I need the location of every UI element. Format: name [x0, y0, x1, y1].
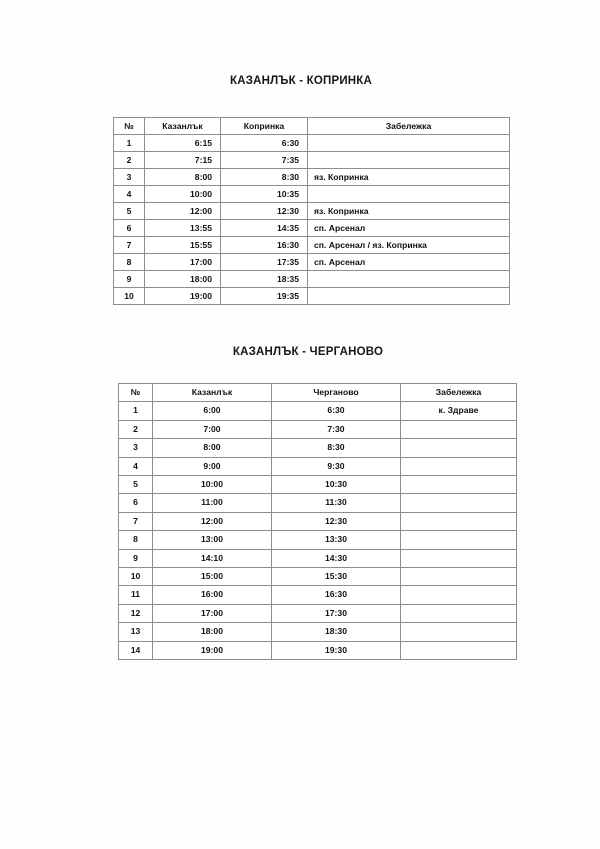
- cell-arrival-time: 18:30: [272, 623, 401, 641]
- cell-note: [401, 641, 517, 659]
- column-header-number: №: [114, 118, 145, 135]
- cell-number: 4: [114, 186, 145, 203]
- table-row: [114, 271, 510, 288]
- cell-departure-time: 19:00: [153, 641, 272, 659]
- cell-arrival-time: 7:35: [221, 152, 308, 169]
- cell-note: [401, 549, 517, 567]
- column-header-number: №: [119, 384, 153, 402]
- cell-note: [401, 476, 517, 494]
- cell-departure-time: 15:00: [153, 568, 272, 586]
- cell-arrival-time: 8:30: [272, 439, 401, 457]
- cell-number: 11: [119, 586, 153, 604]
- cell-number: 13: [119, 623, 153, 641]
- cell-departure-time: 19:00: [145, 288, 221, 305]
- cell-note: [401, 531, 517, 549]
- table-header-cherganovo: [119, 384, 517, 402]
- table-row: [114, 203, 510, 220]
- cell-note: [308, 271, 510, 288]
- table-row: [119, 420, 517, 438]
- column-header-origin: Казанлък: [145, 118, 221, 135]
- section-title-koprinka: КАЗАНЛЪК - КОПРИНКА: [229, 75, 373, 87]
- cell-departure-time: 17:00: [153, 604, 272, 622]
- cell-number: 10: [114, 288, 145, 305]
- table-row: [119, 568, 517, 586]
- cell-note: [308, 186, 510, 203]
- cell-departure-time: 13:00: [153, 531, 272, 549]
- cell-note: [308, 288, 510, 305]
- cell-departure-time: 14:10: [153, 549, 272, 567]
- cell-number: 10: [119, 568, 153, 586]
- cell-departure-time: 12:00: [145, 203, 221, 220]
- column-header-destination: Копринка: [221, 118, 308, 135]
- table-header-koprinka: [114, 118, 510, 135]
- cell-number: 5: [114, 203, 145, 220]
- cell-arrival-time: 10:30: [272, 476, 401, 494]
- cell-arrival-time: 6:30: [272, 402, 401, 420]
- table-row: [119, 512, 517, 530]
- cell-arrival-time: 12:30: [221, 203, 308, 220]
- cell-departure-time: 10:00: [145, 186, 221, 203]
- cell-note: сп. Арсенал: [308, 220, 510, 237]
- table-row: [119, 476, 517, 494]
- table-header-row: [114, 118, 510, 135]
- section-title-cherganovo: КАЗАНЛЪК - ЧЕРГАНОВО: [232, 346, 384, 358]
- column-header-note: Забележка: [401, 384, 517, 402]
- cell-number: 9: [119, 549, 153, 567]
- cell-departure-time: 18:00: [145, 271, 221, 288]
- table-row: [114, 220, 510, 237]
- table-row: [119, 641, 517, 659]
- table-row: [119, 402, 517, 420]
- cell-number: 1: [114, 135, 145, 152]
- cell-number: 14: [119, 641, 153, 659]
- cell-number: 7: [119, 512, 153, 530]
- cell-departure-time: 10:00: [153, 476, 272, 494]
- cell-number: 12: [119, 604, 153, 622]
- table-row: [119, 586, 517, 604]
- cell-departure-time: 11:00: [153, 494, 272, 512]
- cell-departure-time: 15:55: [145, 237, 221, 254]
- cell-arrival-time: 16:30: [221, 237, 308, 254]
- cell-arrival-time: 17:30: [272, 604, 401, 622]
- cell-number: 8: [114, 254, 145, 271]
- table-body-koprinka: [114, 135, 510, 305]
- cell-number: 5: [119, 476, 153, 494]
- cell-departure-time: 12:00: [153, 512, 272, 530]
- cell-number: 6: [119, 494, 153, 512]
- cell-arrival-time: 9:30: [272, 457, 401, 475]
- cell-departure-time: 17:00: [145, 254, 221, 271]
- cell-note: [308, 152, 510, 169]
- cell-arrival-time: 19:30: [272, 641, 401, 659]
- table-row: [119, 494, 517, 512]
- cell-departure-time: 13:55: [145, 220, 221, 237]
- table-row: [119, 549, 517, 567]
- column-header-note: Забележка: [308, 118, 510, 135]
- cell-note: [401, 420, 517, 438]
- cell-arrival-time: 13:30: [272, 531, 401, 549]
- cell-number: 8: [119, 531, 153, 549]
- cell-departure-time: 7:00: [153, 420, 272, 438]
- cell-number: 3: [114, 169, 145, 186]
- cell-arrival-time: 16:30: [272, 586, 401, 604]
- cell-arrival-time: 17:35: [221, 254, 308, 271]
- cell-number: 9: [114, 271, 145, 288]
- cell-arrival-time: 8:30: [221, 169, 308, 186]
- cell-note: яз. Копринка: [308, 203, 510, 220]
- table-row: [119, 623, 517, 641]
- table-body-cherganovo: [119, 402, 517, 660]
- column-header-destination: Черганово: [272, 384, 401, 402]
- cell-number: 7: [114, 237, 145, 254]
- cell-note: [308, 135, 510, 152]
- column-header-origin: Казанлък: [153, 384, 272, 402]
- cell-departure-time: 8:00: [153, 439, 272, 457]
- cell-note: сп. Арсенал: [308, 254, 510, 271]
- cell-arrival-time: 6:30: [221, 135, 308, 152]
- cell-note: [401, 568, 517, 586]
- cell-arrival-time: 14:35: [221, 220, 308, 237]
- cell-departure-time: 6:15: [145, 135, 221, 152]
- schedule-table-cherganovo: [118, 383, 517, 660]
- cell-departure-time: 6:00: [153, 402, 272, 420]
- cell-number: 3: [119, 439, 153, 457]
- cell-departure-time: 9:00: [153, 457, 272, 475]
- cell-departure-time: 7:15: [145, 152, 221, 169]
- table-row: [114, 135, 510, 152]
- cell-note: [401, 457, 517, 475]
- cell-arrival-time: 12:30: [272, 512, 401, 530]
- cell-note: [401, 586, 517, 604]
- cell-number: 2: [114, 152, 145, 169]
- cell-number: 4: [119, 457, 153, 475]
- cell-note: [401, 623, 517, 641]
- cell-arrival-time: 14:30: [272, 549, 401, 567]
- cell-arrival-time: 19:35: [221, 288, 308, 305]
- cell-arrival-time: 11:30: [272, 494, 401, 512]
- table-row: [114, 169, 510, 186]
- cell-note: яз. Копринка: [308, 169, 510, 186]
- cell-note: сп. Арсенал / яз. Копринка: [308, 237, 510, 254]
- cell-number: 2: [119, 420, 153, 438]
- cell-departure-time: 18:00: [153, 623, 272, 641]
- cell-note: к. Здраве: [401, 402, 517, 420]
- table-row: [119, 531, 517, 549]
- cell-arrival-time: 7:30: [272, 420, 401, 438]
- table-row: [114, 186, 510, 203]
- cell-departure-time: 16:00: [153, 586, 272, 604]
- cell-departure-time: 8:00: [145, 169, 221, 186]
- cell-arrival-time: 18:35: [221, 271, 308, 288]
- table-row: [114, 288, 510, 305]
- table-row: [119, 439, 517, 457]
- cell-note: [401, 439, 517, 457]
- cell-number: 6: [114, 220, 145, 237]
- cell-number: 1: [119, 402, 153, 420]
- table-row: [114, 254, 510, 271]
- table-row: [114, 152, 510, 169]
- table-row: [119, 604, 517, 622]
- table-header-row: [119, 384, 517, 402]
- cell-arrival-time: 15:30: [272, 568, 401, 586]
- table-row: [114, 237, 510, 254]
- cell-note: [401, 512, 517, 530]
- cell-note: [401, 494, 517, 512]
- cell-note: [401, 604, 517, 622]
- schedule-table-koprinka: [113, 117, 510, 305]
- cell-arrival-time: 10:35: [221, 186, 308, 203]
- table-row: [119, 457, 517, 475]
